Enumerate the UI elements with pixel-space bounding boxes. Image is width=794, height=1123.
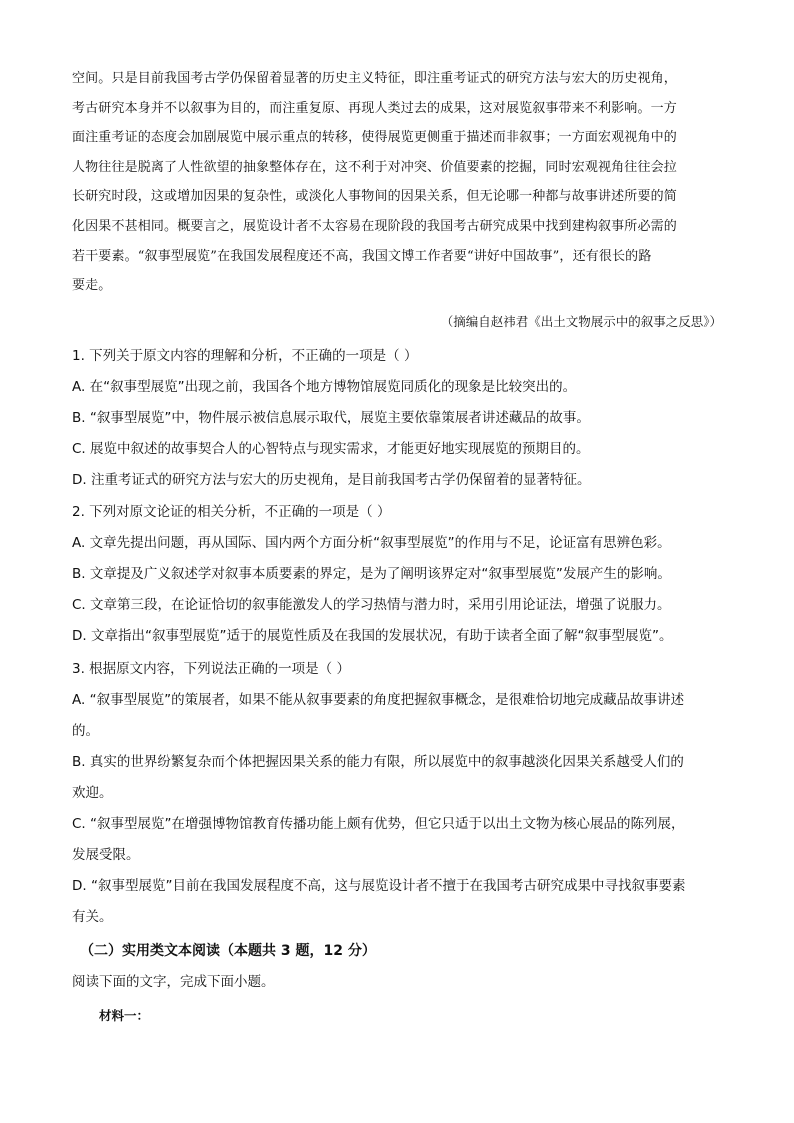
option-c-continued: 发展受限。 [72,847,140,863]
passage-line: 长研究时段，这或增加因果的复杂性，或淡化人事物间的因果关系，但无论哪一种都与故事讲述所要的简 [72,189,677,205]
option-a[interactable]: A. 在“叙事型展览”出现之前，我国各个地方博物馆展览同质化的现象是比较突出的。 [72,379,577,395]
passage-line: 空间。只是目前我国考古学仍保留着显著的历史主义特征，即注重考证式的研究方法与宏大的历史视角， [72,71,677,86]
passage-line: 人物往往是脱离了人性欲望的抽象整体存在，这不利于对冲突、价值要素的挖掘，同时宏观视角往往会拉 [72,159,677,175]
option-b[interactable]: B. 文章提及广义叙述学对叙事本质要素的界定，是为了阐明该界定对“叙事型展览”发展产生的影响。 [72,566,671,582]
option-c[interactable]: C. 文章第三段，在论证恰切的叙事能激发人的学习热情与潜力时，采用引用论证法，增强了说服力。 [72,597,671,613]
option-b[interactable]: B. “叙事型展览”中，物件展示被信息展示取代，展览主要依靠策展者讲述藏品的故事。 [72,410,590,426]
option-b[interactable]: B. 真实的世界纷繁复杂而个体把握因果关系的能力有限，所以展览中的叙事越淡化因果关系越受人们的 [72,754,684,770]
passage-line: 若干要素。“叙事型展览”在我国发展程度还不高，我国文博工作者要“讲好中国故事”，还有很长的路 [72,248,652,264]
passage-text [72,64,722,301]
question-stem: 1. 下列关于原文内容的理解和分析，不正确的一项是（ ） [72,348,418,364]
section-instruction: 阅读下面的文字，完成下面小题。 [72,974,275,990]
option-d[interactable]: D. 文章指出“叙事型展览”适于的展览性质及在我国的发展状况，有助于读者全面了解“叙事型展览”。 [72,628,673,644]
section-heading: （二）实用类文本阅读（本题共 3 题，12 分） [80,943,376,959]
option-d[interactable]: D. “叙事型展览”目前在我国发展程度不高，这与展览设计者不擅于在我国考古研究成果中寻找叙事要素 [72,878,686,894]
option-a[interactable]: A. 文章先提出问题，再从国际、国内两个方面分析“叙事型展览”的作用与不足，论证富有思辨色彩。 [72,535,671,551]
passage-line: 面注重考证的态度会加剧展览中展示重点的转移，使得展览更侧重于描述而非叙事；一方面宏观视角中的 [72,130,677,146]
option-a[interactable]: A. “叙事型展览”的策展者，如果不能从叙事要素的角度把握叙事概念，是很难恰切地完成藏品故事讲述 [72,692,685,708]
question-stem: 3. 根据原文内容，下列说法正确的一项是（ ） [72,661,350,677]
passage-line: 要走。 [72,278,112,294]
option-d-continued: 有关。 [72,909,113,925]
question-2 [72,497,732,652]
question-1 [72,341,732,496]
passage-line: 化因果不甚相同。概要言之，展览设计者不太容易在现阶段的我国考古研究成果中找到建构叙事所必需的 [72,218,677,234]
passage-line: 考古研究本身并不以叙事为目的，而注重复原、再现人类过去的成果，这对展览叙事带来不利影响。一方 [72,100,677,116]
option-c[interactable]: C. “叙事型展览”在增强博物馆教育传播功能上颇有优势，但它只适于以出土文物为核心展品的陈列展， [72,816,685,832]
passage-source: （摘编自赵祎君《出土文物展示中的叙事之反思》） [440,314,722,329]
question-stem: 2. 下列对原文论证的相关分析，不正确的一项是（ ） [72,504,391,520]
material-label: 材料一： [99,1008,150,1023]
option-b-continued: 欢迎。 [72,785,113,801]
question-3 [72,654,732,933]
option-c[interactable]: C. 展览中叙述的故事契合人的心智特点与现实需求，才能更好地实现展览的预期目的。 [72,441,590,457]
option-d[interactable]: D. 注重考证式的研究方法与宏大的历史视角，是目前我国考古学仍保留着的显著特征。 [72,472,591,488]
option-a-continued: 的。 [72,723,99,739]
